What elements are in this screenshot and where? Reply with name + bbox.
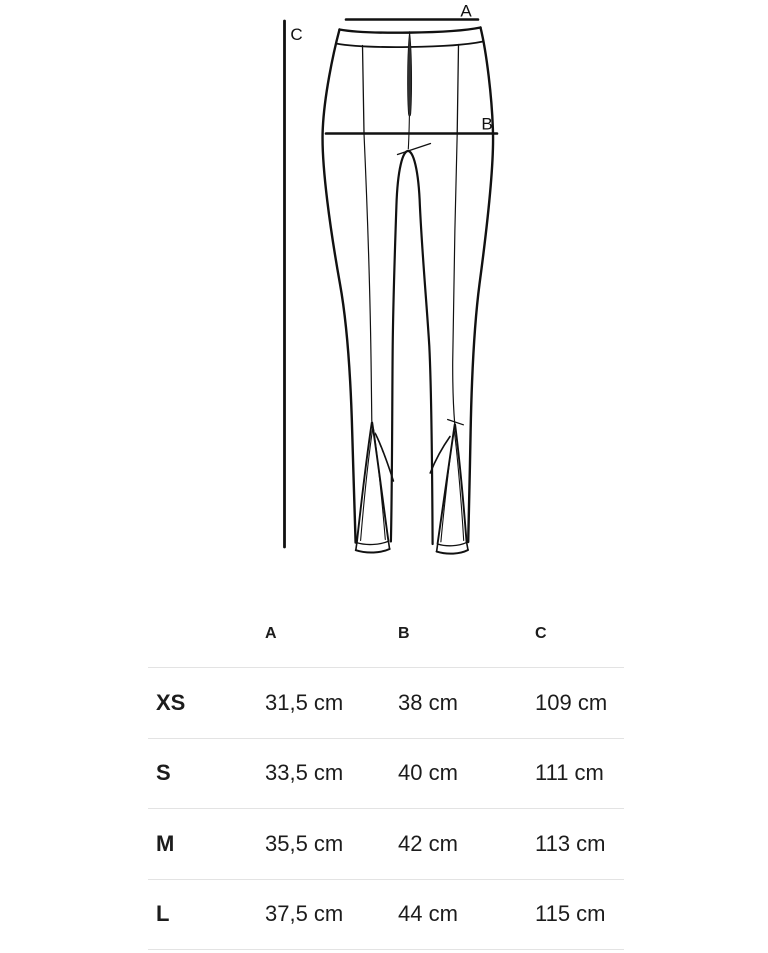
left-slit-left-facing (361, 429, 373, 541)
table-row-xs (148, 668, 624, 739)
size-label: XS (156, 689, 186, 715)
right-hem-cap-left (437, 544, 438, 552)
measure-label-c: C (290, 25, 303, 44)
measurement-c: 115 cm (535, 901, 606, 927)
left-leg-crease (364, 134, 372, 422)
left-slit-left-edge (357, 423, 372, 543)
fly-zipper (408, 32, 412, 117)
right-hem-top (438, 543, 467, 546)
column-header-a: A (265, 624, 277, 642)
column-header-b: B (398, 624, 410, 642)
table-row-m (148, 809, 624, 880)
measurement-c: 109 cm (535, 689, 608, 715)
measurement-a: 31,5 cm (265, 689, 344, 715)
left-waist-crease (363, 46, 365, 134)
measure-label-b: B (481, 114, 493, 134)
measurement-b: 40 cm (398, 760, 458, 786)
crotch-tick (398, 144, 431, 155)
left-inner-seam (391, 151, 408, 542)
left-hem-cap-right (388, 541, 389, 549)
left-hem-cap-left (356, 542, 357, 550)
measure-label-a: A (460, 1, 472, 21)
table-row-l (148, 880, 624, 951)
right-hem-cap-right (467, 542, 468, 550)
measurement-b: 44 cm (398, 901, 458, 927)
measurement-b: 38 cm (398, 689, 458, 715)
right-slit-flap-curve (430, 437, 450, 474)
measurement-a: 33,5 cm (265, 760, 344, 786)
left-hem-top (357, 541, 388, 544)
column-header-c: C (535, 624, 547, 642)
size-label: M (156, 830, 175, 856)
measurement-c: 111 cm (535, 760, 604, 786)
measurement-a: 35,5 cm (265, 830, 344, 856)
measurement-b: 42 cm (398, 830, 458, 856)
right-waist-crease (457, 45, 458, 134)
right-slit-right-edge (455, 425, 467, 543)
pants-outline (323, 28, 494, 554)
measurement-lines (285, 20, 498, 548)
left-outer-seam (323, 30, 356, 543)
fly-center-seam (408, 116, 409, 149)
table-row-s (148, 739, 624, 810)
size-table-header-row (148, 600, 624, 668)
size-label: S (156, 760, 171, 786)
measurement-a: 37,5 cm (265, 901, 344, 927)
right-inner-seam (408, 151, 433, 544)
left-slit-right-facing (374, 430, 386, 540)
size-label: L (156, 901, 170, 927)
left-hem-bottom (356, 549, 390, 552)
right-outer-seam (468, 28, 493, 543)
measurement-c: 113 cm (535, 830, 606, 856)
right-leg-crease (453, 134, 458, 424)
size-table (148, 600, 624, 950)
right-hem-bottom (437, 550, 468, 554)
